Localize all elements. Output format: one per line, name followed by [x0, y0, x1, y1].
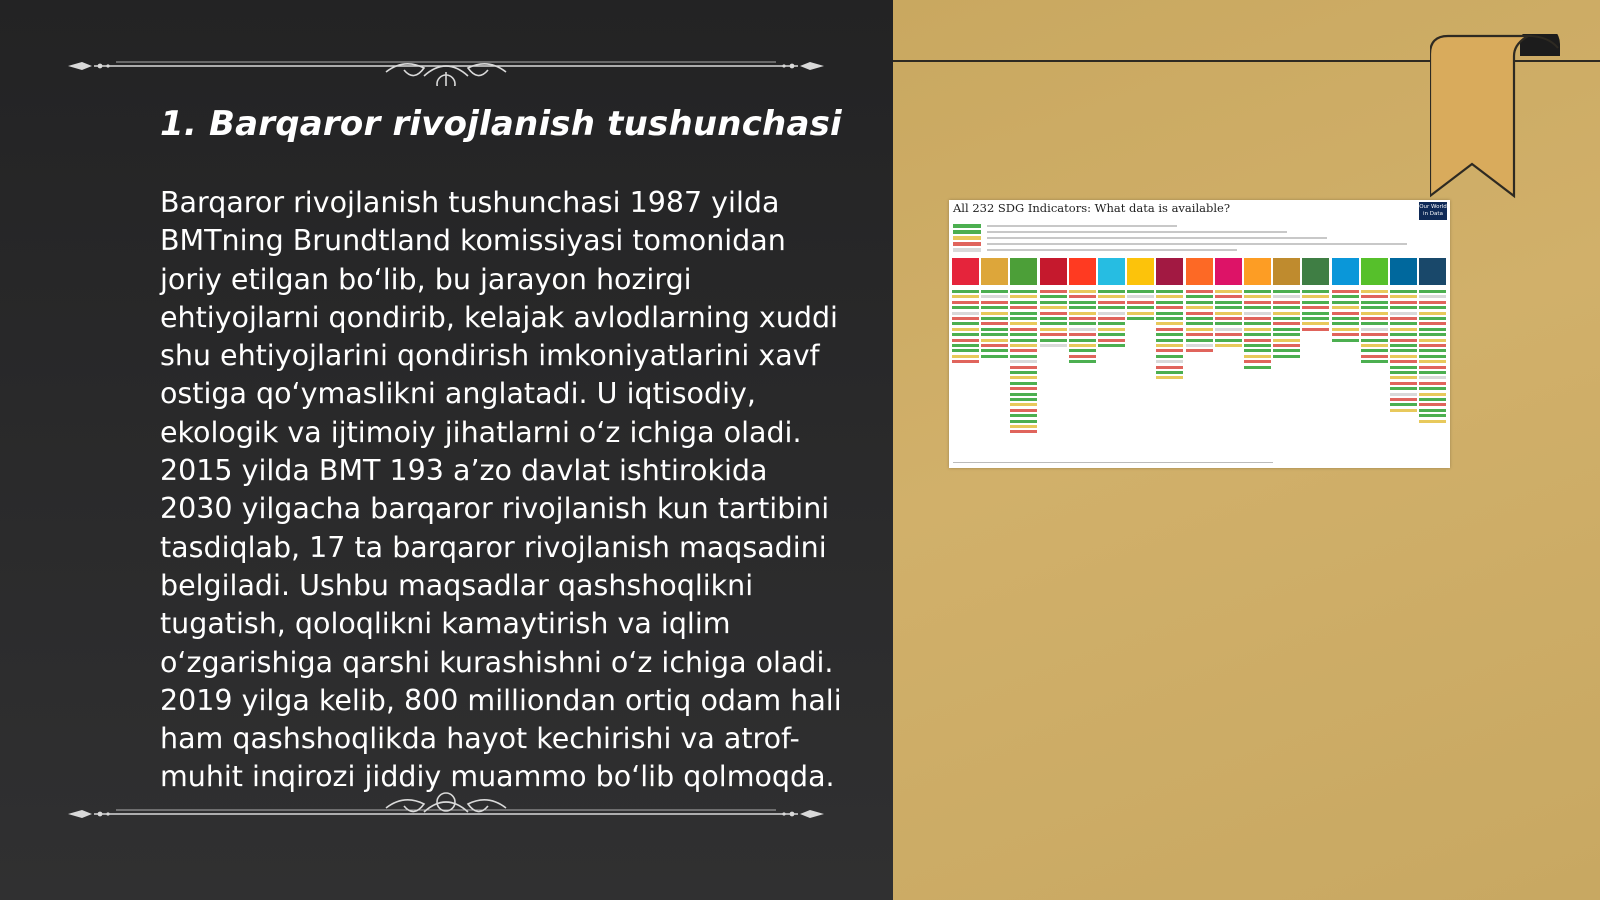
sdg-goal-icon	[1361, 258, 1388, 285]
sdg-indicator-cell	[1040, 328, 1067, 331]
sdg-indicator-cell	[1273, 344, 1300, 347]
sdg-indicator-cell	[1244, 355, 1271, 358]
sdg-indicator-cell	[1302, 328, 1329, 331]
sdg-indicator-cell	[1302, 312, 1329, 315]
sdg-indicator-cell	[1040, 312, 1067, 315]
sdg-indicator-cell	[1069, 322, 1096, 325]
sdg-indicator-cell	[1419, 339, 1446, 342]
sdg-indicator-cell	[1361, 344, 1388, 347]
sdg-indicator-cell	[1390, 409, 1417, 412]
sdg-indicator-cell	[1390, 360, 1417, 363]
sdg-goal-icon	[1215, 258, 1242, 285]
sdg-indicator-cell	[1332, 317, 1359, 320]
sdg-indicator-cell	[1361, 301, 1388, 304]
sdg-indicator-cell	[1361, 306, 1388, 309]
sdg-indicator-cell	[1273, 306, 1300, 309]
sdg-indicator-cell	[1244, 295, 1271, 298]
sdg-indicator-cell	[981, 339, 1008, 342]
sdg-indicator-cell	[1419, 290, 1446, 293]
sdg-indicator-cell	[1010, 295, 1037, 298]
sdg-indicator-cell	[1419, 317, 1446, 320]
sdg-indicator-cell	[1010, 328, 1037, 331]
sdg-indicator-cell	[1098, 333, 1125, 336]
sdg-indicator-cell	[1127, 290, 1154, 293]
sdg-indicator-cell	[1419, 387, 1446, 390]
sdg-indicator-cell	[1156, 366, 1183, 369]
sdg-indicator-cell	[1419, 349, 1446, 352]
sdg-indicator-cell	[1010, 420, 1037, 423]
sdg-indicator-cell	[1098, 322, 1125, 325]
sdg-indicator-cell	[1156, 328, 1183, 331]
sdg-indicator-cell	[1186, 306, 1213, 309]
sdg-indicator-cell	[1419, 376, 1446, 379]
sdg-indicator-cell	[1156, 322, 1183, 325]
sdg-indicator-cell	[1390, 393, 1417, 396]
sdg-indicator-cell	[1069, 301, 1096, 304]
sdg-indicator-cell	[1127, 301, 1154, 304]
sdg-indicator-cell	[952, 317, 979, 320]
sdg-indicator-cell	[1390, 376, 1417, 379]
sdg-indicator-cell	[1273, 301, 1300, 304]
sdg-indicator-cell	[981, 344, 1008, 347]
sdg-indicator-cell	[981, 317, 1008, 320]
sdg-goal-icon	[1010, 258, 1037, 285]
sdg-indicator-cell	[1156, 306, 1183, 309]
sdg-indicator-cell	[1156, 290, 1183, 293]
sdg-indicator-cell	[1244, 322, 1271, 325]
sdg-indicator-cell	[1244, 328, 1271, 331]
sdg-goal-icon	[1302, 258, 1329, 285]
sdg-indicator-cell	[1273, 295, 1300, 298]
sdg-indicator-cell	[1010, 403, 1037, 406]
sdg-indicator-cell	[1186, 344, 1213, 347]
sdg-indicator-cell	[1010, 306, 1037, 309]
sdg-indicator-cell	[1419, 398, 1446, 401]
sdg-indicator-cell	[1215, 295, 1242, 298]
sdg-indicator-cell	[1390, 295, 1417, 298]
sdg-indicator-cell	[1098, 295, 1125, 298]
sdg-indicator-cell	[1040, 306, 1067, 309]
slide-body-text: Barqaror rivojlanish tushunchasi 1987 yilda BMTning Brundtland komissiyasi tomonidan joriy etilgan bo‘lib, bu jarayon hozirgi ehtiyojlarni qondirib, kelajak avlodlarning xuddi shu ehtiyojlarini qondirish imkoniyatlarini xavf ostiga qo‘ymaslikni anglatadi. U iqtisodiy, ekologik va ijtimoiy jihatlarni o‘z ichiga oladi. 2015 yilda BMT 193 a’zo davlat ishtirokida 2030 yilgacha barqaror rivojlanish kun tartibini tasdiqlab, 17 ta barqaror rivojlanish maqsadini belgiladi. Ushbu maqsadlar qashshoqlikni tugatish, qoloqlikni kamaytirish va iqlim o‘zgarishiga qarshi kurashishni o‘z ichiga oladi. 2019 yilga kelib, 800 milliondan ortiq odam hali ham qashshoqlikda hayot kechirishi va atrof-muhit inqirozi jiddiy muammo bo‘lib qolmoqda.	[160, 186, 842, 794]
sdg-indicator-cell	[1361, 290, 1388, 293]
sdg-indicator-cell	[1332, 322, 1359, 325]
sdg-indicator-cell	[1419, 393, 1446, 396]
sdg-indicator-cell	[1215, 290, 1242, 293]
sdg-goal-icon	[1419, 258, 1446, 285]
sdg-indicator-cell	[981, 295, 1008, 298]
sdg-goal-icon	[1332, 258, 1359, 285]
sdg-indicator-cell	[1186, 333, 1213, 336]
sdg-indicator-cell	[952, 295, 979, 298]
sdg-indicator-cell	[952, 328, 979, 331]
sdg-indicator-cell	[1419, 420, 1446, 423]
sdg-indicator-cell	[1244, 306, 1271, 309]
sdg-indicator-cell	[952, 344, 979, 347]
sdg-indicator-cell	[1244, 339, 1271, 342]
sdg-goal-icon	[981, 258, 1008, 285]
sdg-indicator-cell	[1244, 317, 1271, 320]
sdg-indicator-cell	[1361, 333, 1388, 336]
sdg-indicator-cell	[1244, 366, 1271, 369]
sdg-indicator-cell	[952, 360, 979, 363]
sdg-indicator-cell	[952, 333, 979, 336]
sdg-indicator-cell	[1361, 317, 1388, 320]
sdg-goal-icon	[1244, 258, 1271, 285]
sdg-indicator-cell	[1390, 387, 1417, 390]
sdg-indicator-cell	[981, 333, 1008, 336]
sdg-indicator-cell	[1419, 312, 1446, 315]
sdg-indicator-cell	[1361, 312, 1388, 315]
sdg-indicator-cell	[1419, 328, 1446, 331]
sdg-indicator-cell	[1010, 322, 1037, 325]
sdg-indicator-cell	[1361, 355, 1388, 358]
sdg-indicator-cell	[952, 339, 979, 342]
sdg-indicator-cell	[1215, 301, 1242, 304]
sdg-indicator-cell	[1332, 301, 1359, 304]
sdg-indicator-cell	[1010, 355, 1037, 358]
sdg-indicator-cell	[1302, 290, 1329, 293]
sdg-goal-icon	[1156, 258, 1183, 285]
sdg-indicator-cell	[1419, 301, 1446, 304]
sdg-indicator-cell	[1419, 295, 1446, 298]
sdg-indicator-cell	[1098, 328, 1125, 331]
sdg-indicator-cell	[1390, 328, 1417, 331]
sdg-indicator-cell	[1069, 317, 1096, 320]
sdg-indicator-cell	[981, 312, 1008, 315]
slide-title: 1. Barqaror rivojlanish tushunchasi	[160, 104, 842, 144]
sdg-indicator-cell	[1010, 317, 1037, 320]
sdg-indicator-cell	[981, 322, 1008, 325]
owid-logo: Our World in Data	[1419, 202, 1447, 220]
sdg-indicator-cell	[1010, 376, 1037, 379]
sdg-indicator-cell	[1273, 317, 1300, 320]
sdg-indicator-cell	[1010, 360, 1037, 363]
sdg-indicator-cell	[1390, 366, 1417, 369]
sdg-indicator-cell	[1010, 290, 1037, 293]
sdg-indicator-cell	[1390, 382, 1417, 385]
sdg-indicator-cell	[1215, 312, 1242, 315]
sdg-indicator-cell	[1332, 328, 1359, 331]
sdg-indicator-cell	[1156, 355, 1183, 358]
sdg-indicator-cell	[1010, 349, 1037, 352]
sdg-indicator-cell	[1010, 430, 1037, 433]
sdg-indicator-cell	[1040, 339, 1067, 342]
sdg-indicator-cell	[1244, 312, 1271, 315]
sdg-indicator-cell	[1215, 306, 1242, 309]
sdg-indicator-cell	[1361, 295, 1388, 298]
sdg-indicator-cell	[1215, 317, 1242, 320]
sdg-indicator-cell	[1069, 355, 1096, 358]
sdg-indicator-cell	[1390, 312, 1417, 315]
sdg-goal-icon	[1273, 258, 1300, 285]
sdg-indicator-cell	[1302, 306, 1329, 309]
sdg-indicator-cell	[1127, 295, 1154, 298]
sdg-indicator-cell	[1302, 295, 1329, 298]
sdg-indicator-cell	[952, 322, 979, 325]
figure-footer	[953, 462, 1273, 463]
sdg-indicator-cell	[1390, 398, 1417, 401]
sdg-indicator-cell	[1156, 376, 1183, 379]
sdg-indicator-cell	[1069, 290, 1096, 293]
sdg-indicator-cell	[1419, 414, 1446, 417]
sdg-indicator-cell	[981, 290, 1008, 293]
sdg-indicator-cell	[1419, 360, 1446, 363]
sdg-indicator-cell	[1419, 333, 1446, 336]
sdg-indicator-cell	[1390, 306, 1417, 309]
sdg-indicator-cell	[981, 306, 1008, 309]
bookmark-ribbon-decoration	[1430, 34, 1570, 204]
sdg-indicator-cell	[952, 312, 979, 315]
sdg-indicator-cell	[1186, 339, 1213, 342]
sdg-indicator-cell	[1069, 328, 1096, 331]
sdg-indicator-cell	[1215, 333, 1242, 336]
sdg-indicator-cell	[1010, 393, 1037, 396]
top-ornament-divider	[64, 46, 828, 86]
sdg-indicator-cell	[1069, 312, 1096, 315]
sdg-indicator-cell	[1156, 360, 1183, 363]
sdg-goal-icon	[1127, 258, 1154, 285]
sdg-indicator-cell	[1390, 322, 1417, 325]
sdg-indicator-cell	[1332, 306, 1359, 309]
sdg-indicator-cell	[1010, 409, 1037, 412]
sdg-indicator-cell	[1010, 414, 1037, 417]
sdg-indicator-cell	[952, 306, 979, 309]
sdg-indicator-cell	[1098, 339, 1125, 342]
sdg-indicator-cell	[952, 290, 979, 293]
sdg-indicator-cell	[1273, 328, 1300, 331]
sdg-indicator-cell	[1390, 371, 1417, 374]
sdg-indicator-cell	[1419, 371, 1446, 374]
sdg-indicator-cell	[1069, 349, 1096, 352]
sdg-indicator-cell	[1332, 290, 1359, 293]
sdg-indicator-cell	[1244, 360, 1271, 363]
sdg-indicator-cell	[1332, 295, 1359, 298]
sdg-indicator-cell	[1040, 290, 1067, 293]
sdg-indicator-cell	[1186, 328, 1213, 331]
sdg-figure-title: All 232 SDG Indicators: What data is available?	[953, 201, 1230, 215]
sdg-indicator-cell	[1010, 398, 1037, 401]
sdg-indicator-cell	[1332, 333, 1359, 336]
sdg-indicator-cell	[1244, 349, 1271, 352]
sdg-indicator-cell	[1244, 301, 1271, 304]
sdg-indicator-cell	[1273, 322, 1300, 325]
sdg-indicator-cell	[1098, 301, 1125, 304]
sdg-indicator-cell	[1069, 306, 1096, 309]
sdg-indicator-cell	[1156, 349, 1183, 352]
sdg-indicator-cell	[1361, 328, 1388, 331]
sdg-indicator-cell	[1419, 382, 1446, 385]
sdg-indicator-cell	[1040, 301, 1067, 304]
sdg-indicator-cell	[1098, 317, 1125, 320]
sdg-goal-icon	[1040, 258, 1067, 285]
sdg-indicator-cell	[1069, 295, 1096, 298]
sdg-indicator-cell	[1390, 403, 1417, 406]
sdg-indicator-cell	[1010, 371, 1037, 374]
sdg-indicator-cell	[1040, 333, 1067, 336]
sdg-indicator-cell	[1273, 333, 1300, 336]
sdg-indicator-cell	[1069, 344, 1096, 347]
sdg-indicator-cell	[1010, 312, 1037, 315]
sdg-indicator-cell	[1390, 339, 1417, 342]
sdg-indicator-cell	[981, 328, 1008, 331]
sdg-indicator-cell	[1040, 317, 1067, 320]
sdg-indicator-cell	[1186, 301, 1213, 304]
sdg-indicator-cell	[1332, 339, 1359, 342]
sdg-indicator-cell	[1156, 371, 1183, 374]
sdg-indicator-cell	[1186, 295, 1213, 298]
sdg-indicator-cell	[1419, 306, 1446, 309]
sdg-indicator-cell	[1244, 290, 1271, 293]
sdg-indicator-cell	[1186, 322, 1213, 325]
sdg-indicator-cell	[1156, 344, 1183, 347]
sdg-indicator-cell	[952, 355, 979, 358]
sdg-indicator-cell	[1273, 349, 1300, 352]
sdg-indicator-cell	[1098, 312, 1125, 315]
sdg-indicator-cell	[1419, 403, 1446, 406]
sdg-indicator-cell	[1069, 360, 1096, 363]
sdg-indicator-cell	[1098, 344, 1125, 347]
sdg-goal-icon	[1390, 258, 1417, 285]
sdg-indicator-cell	[1390, 333, 1417, 336]
sdg-indicator-cell	[1156, 295, 1183, 298]
sdg-indicator-cell	[1302, 301, 1329, 304]
sdg-indicator-cell	[1010, 382, 1037, 385]
sdg-indicator-cell	[1390, 349, 1417, 352]
sdg-indicator-cell	[1156, 317, 1183, 320]
sdg-indicator-cell	[1010, 366, 1037, 369]
sdg-goal-icon	[1069, 258, 1096, 285]
sdg-indicator-cell	[1215, 322, 1242, 325]
sdg-indicator-cell	[1361, 360, 1388, 363]
sdg-indicator-cell	[1040, 295, 1067, 298]
sdg-indicator-cell	[1273, 355, 1300, 358]
sdg-indicator-cell	[1156, 333, 1183, 336]
sdg-indicator-cell	[1419, 366, 1446, 369]
sdg-indicator-cell	[1361, 322, 1388, 325]
sdg-indicator-cell	[952, 301, 979, 304]
sdg-indicator-cell	[1186, 290, 1213, 293]
sdg-indicator-cell	[981, 301, 1008, 304]
sdg-indicator-cell	[1156, 339, 1183, 342]
sdg-indicator-cell	[1419, 409, 1446, 412]
sdg-indicator-cell	[981, 355, 1008, 358]
sdg-indicator-cell	[1186, 349, 1213, 352]
sdg-indicator-cell	[1098, 290, 1125, 293]
sdg-indicator-cell	[1010, 333, 1037, 336]
sdg-indicator-cell	[1010, 387, 1037, 390]
sdg-indicator-cell	[1127, 317, 1154, 320]
sdg-indicator-cell	[1302, 322, 1329, 325]
sdg-indicator-cell	[1390, 301, 1417, 304]
sdg-indicator-cell	[1010, 344, 1037, 347]
sdg-indicator-cell	[1390, 317, 1417, 320]
sdg-indicator-cell	[1156, 301, 1183, 304]
sdg-indicator-cell	[1098, 306, 1125, 309]
sdg-indicator-cell	[1390, 344, 1417, 347]
sdg-indicator-cell	[1390, 355, 1417, 358]
sdg-indicator-cell	[1332, 312, 1359, 315]
sdg-indicator-cell	[1390, 290, 1417, 293]
sdg-indicator-cell	[1215, 344, 1242, 347]
sdg-indicator-cell	[1127, 306, 1154, 309]
sdg-indicator-cell	[1010, 425, 1037, 428]
sdg-indicator-cell	[1040, 344, 1067, 347]
sdg-indicator-cell	[1215, 328, 1242, 331]
sdg-indicator-cell	[1419, 322, 1446, 325]
sdg-indicator-cell	[1010, 339, 1037, 342]
sdg-indicator-cell	[1186, 312, 1213, 315]
sdg-indicator-cell	[1361, 339, 1388, 342]
sdg-indicator-cell	[1419, 344, 1446, 347]
sdg-indicator-cell	[1244, 333, 1271, 336]
sdg-goal-icon	[952, 258, 979, 285]
sdg-indicator-cell	[1040, 322, 1067, 325]
sdg-indicator-cell	[1156, 312, 1183, 315]
bottom-ornament-divider	[64, 790, 828, 830]
sdg-indicator-cell	[1419, 355, 1446, 358]
sdg-indicator-cell	[1302, 317, 1329, 320]
sdg-indicator-cell	[1069, 339, 1096, 342]
sdg-indicator-cell	[1244, 344, 1271, 347]
sdg-indicator-cell	[1010, 301, 1037, 304]
sdg-indicator-cell	[1361, 349, 1388, 352]
sdg-indicator-cell	[1273, 339, 1300, 342]
sdg-goal-icon	[1186, 258, 1213, 285]
sdg-indicators-figure	[949, 200, 1450, 468]
sdg-goal-icon	[1098, 258, 1125, 285]
sdg-indicator-cell	[1273, 312, 1300, 315]
sdg-indicator-cell	[1273, 290, 1300, 293]
sdg-indicator-cell	[1127, 312, 1154, 315]
sdg-indicator-cell	[1069, 333, 1096, 336]
sdg-indicator-cell	[1186, 317, 1213, 320]
sdg-indicator-cell	[1215, 339, 1242, 342]
sdg-indicator-cell	[981, 349, 1008, 352]
sdg-indicator-cell	[952, 349, 979, 352]
